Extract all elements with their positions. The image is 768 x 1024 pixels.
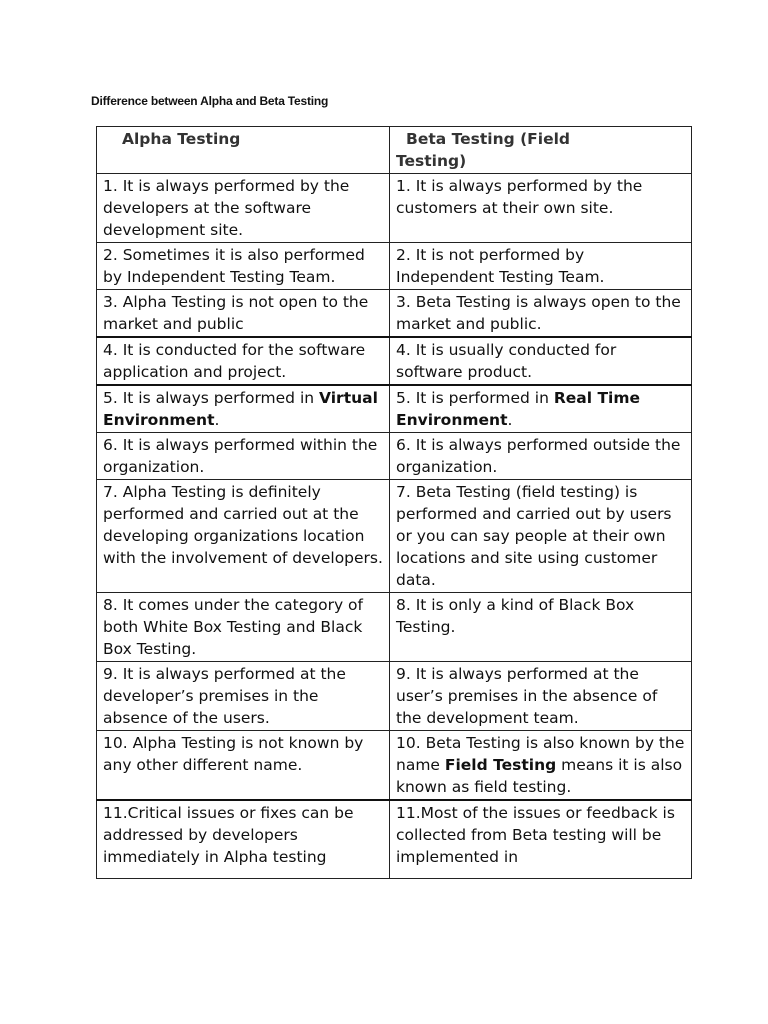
cell-alpha: 3. Alpha Testing is not open to the market and public — [97, 290, 390, 338]
table-row — [97, 174, 692, 243]
table-header-row — [97, 127, 692, 174]
cell-beta: 9. It is always performed at the user’s premises in the absence of the development team. — [390, 662, 692, 731]
table-row — [97, 243, 692, 290]
cell-text: 10. Beta Testing is also known by the name — [396, 734, 685, 774]
cell-beta: 1. It is always performed by the customers at their own site. — [390, 174, 692, 243]
cell-alpha: 2. Sometimes it is also performed by Independent Testing Team. — [97, 243, 390, 290]
cell-alpha: 11.Critical issues or fixes can be addressed by developers immediately in Alpha testing — [97, 800, 390, 879]
cell-text: . — [507, 411, 513, 429]
header-beta-line2: Testing) — [396, 152, 467, 170]
table-row — [97, 385, 692, 433]
cell-beta — [390, 385, 692, 433]
cell-text: means it is also known as field testing. — [396, 756, 683, 796]
cell-beta — [390, 731, 692, 801]
cell-beta: 3. Beta Testing is always open to the market and public. — [390, 290, 692, 338]
header-beta-line1: Beta Testing (Field — [406, 130, 570, 148]
cell-alpha: 6. It is always performed within the organization. — [97, 433, 390, 480]
cell-beta: 11.Most of the issues or feedback is collected from Beta testing will be implemented in — [390, 800, 692, 879]
cell-beta: 2. It is not performed by Independent Testing Team. — [390, 243, 692, 290]
cell-text: 5. It is performed in — [396, 389, 554, 407]
cell-alpha — [97, 385, 390, 433]
cell-beta: 4. It is usually conducted for software product. — [390, 337, 692, 385]
header-beta — [390, 127, 692, 174]
table-row — [97, 800, 692, 879]
cell-alpha: 1. It is always performed by the developers at the software development site. — [97, 174, 390, 243]
cell-beta: 6. It is always performed outside the organization. — [390, 433, 692, 480]
table-row — [97, 593, 692, 662]
table-row — [97, 337, 692, 385]
cell-alpha: 10. Alpha Testing is not known by any other different name. — [97, 731, 390, 801]
comparison-table — [96, 126, 692, 879]
cell-text: . — [214, 411, 220, 429]
header-alpha: Alpha Testing — [97, 127, 390, 174]
table-row — [97, 731, 692, 801]
table-row — [97, 662, 692, 731]
cell-beta: 7. Beta Testing (field testing) is performed and carried out by users or you can say people at their own locations and site using customer data. — [390, 480, 692, 593]
cell-highlight: Real Time Environment — [396, 389, 641, 429]
cell-highlight: Virtual Environment — [103, 389, 378, 429]
table-row — [97, 290, 692, 338]
cell-alpha: 9. It is always performed at the developer’s premises in the absence of the users. — [97, 662, 390, 731]
cell-text: 5. It is always performed in — [103, 389, 320, 407]
cell-beta: 8. It is only a kind of Black Box Testing. — [390, 593, 692, 662]
document-title: Difference between Alpha and Beta Testing — [91, 94, 329, 108]
cell-alpha: 4. It is conducted for the software application and project. — [97, 337, 390, 385]
table-row — [97, 480, 692, 593]
table-row — [97, 433, 692, 480]
cell-highlight: Field Testing — [444, 756, 557, 774]
cell-alpha: 7. Alpha Testing is definitely performed and carried out at the developing organizations location with the involvement of developers. — [97, 480, 390, 593]
cell-alpha: 8. It comes under the category of both White Box Testing and Black Box Testing. — [97, 593, 390, 662]
